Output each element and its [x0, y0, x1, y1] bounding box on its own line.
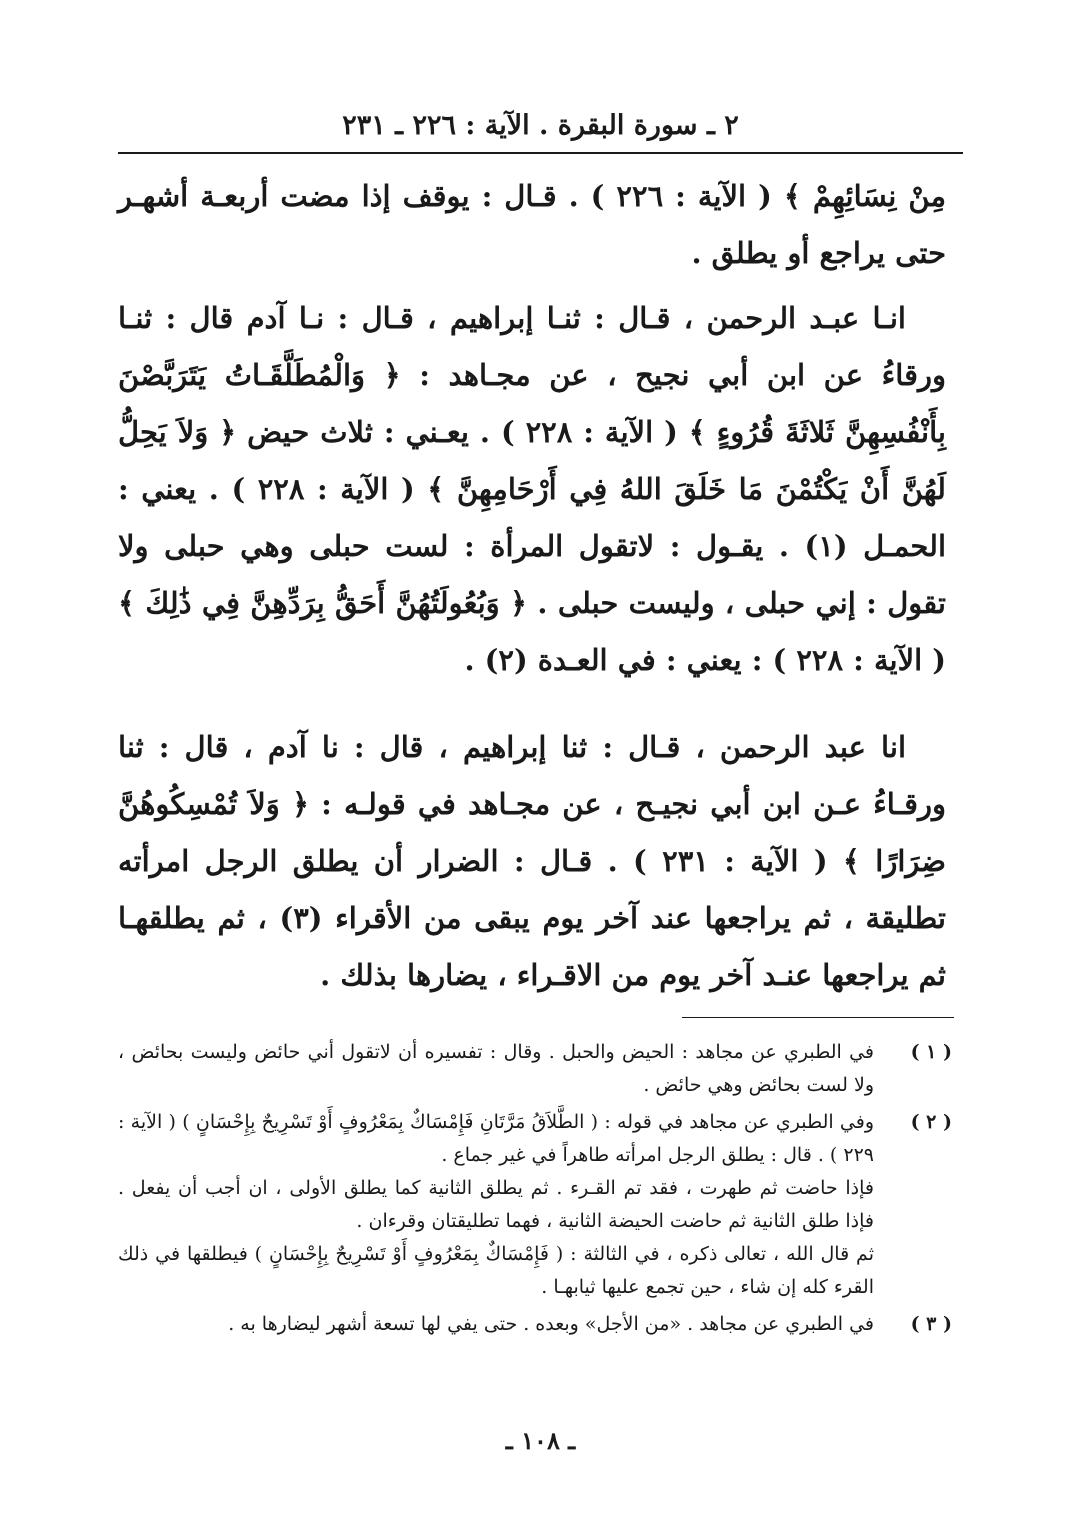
- footnote-line: في الطبري عن مجاهد : الحيض والحبل . وقال : تفسيره أن لاتقول أني حائض وليست بحائض ، ولا لست بحائض وهي حائض .: [118, 1041, 874, 1096]
- footnote-line: وفي الطبري عن مجاهد في قوله : ( الطَّلاَقُ مَرَّتَانِ فَإِمْسَاكٌ بِمَعْرُوفٍ أَوْ تَسْرِيحٌ بِإِحْسَانٍ ) ( الآية : ٢٢٩ ) . قال : يطلق الرجل امرأته طاهراً في غير جماع .: [118, 1111, 874, 1166]
- header-rule: [118, 152, 963, 154]
- footnote-text: [118, 1308, 874, 1341]
- footnote-text: [118, 1036, 874, 1102]
- footnote-number: ( ٣ ): [910, 1313, 952, 1335]
- footnote-text: [118, 1106, 874, 1304]
- main-text: [118, 168, 946, 1004]
- footnote-line: ثم قال الله ، تعالى ذكره ، في الثالثة : ( فَإِمْسَاكٌ بِمَعْرُوفٍ أَوْ تَسْرِيحٌ بِإِحْسَانٍ ) فيطلقها في ذلك القرء كله إن شاء ، حين تجمع عليها ثيابهـا .: [118, 1243, 874, 1298]
- footnote-number: ( ١ ): [910, 1041, 952, 1063]
- footnote-1: [118, 1036, 952, 1102]
- running-head-title: ٢ ـ سورة البقرة . الآية : ٢٢٦ ـ ٢٣١: [342, 110, 739, 141]
- footnote-line: في الطبري عن مجاهد . «من الأجل» وبعده . حتى يفي لها تسعة أشهر ليضارها به .: [228, 1313, 874, 1335]
- page-number: ـ ١٠٨ ـ: [505, 1426, 576, 1455]
- paragraph-3: انا عبد الرحمن ، قـال : ثنا إبراهيم ، قال : نا آدم ، قال : ثنا ورقـاءُ عـن ابن أبي نجيـح ، عن مجـاهد في قولـه : ﴿ وَلاَ تُمْسِكُوهُنَّ ضِرَارًا ﴾ ( الآية : ٢٣١ ) . قـال : الضرار أن يطلق الرجل امرأته تطليقة ، ثم يراجعها عند آخر يوم يبقى من الأقراء (٣) ، ثم يطلقهـا ثم يراجعها عنـد آخر يوم من الاقـراء ، يضارها بذلك .: [118, 730, 947, 992]
- footnote-rule: [682, 1017, 954, 1018]
- footnote-2: [118, 1106, 952, 1304]
- footnote-line: فإذا حاضت ثم طهرت ، فقد تم القـرء . ثم يطلق الثانية كما يطلق الأولى ، ان أجب أن يفعل . فإذا طلق الثانية ثم حاضت الحيضة الثانية ، فهما تطليقتان وقرءان .: [118, 1177, 874, 1232]
- footnote-number: ( ٢ ): [910, 1111, 952, 1133]
- paragraph-2: انـا عبـد الرحمن ، قـال : ثنـا إبراهيم ، قـال : نـا آدم قال : ثنـا ورقاءُ عن ابن أبي نجيح ، عن مجـاهد : ﴿ وَالْمُطَلَّقَـاتُ يَتَرَبَّصْنَ بِأَنْفُسِهِنَّ ثَلاثَةَ قُرُوءٍ ﴾ ( الآية : ٢٢٨ ) . يعـني : ثلاث حيض ﴿ وَلاَ يَحِلُّ لَهُنَّ أَنْ يَكْتُمْنَ مَا خَلَقَ اللهُ فِي أَرْحَامِهِنَّ ﴾ ( الآية : ٢٢٨ ) . يعني : الحمـل (١) . يقـول : لاتقول المرأة : لست حبلى وهي حبلى ولا تقول : إني حبلى ، وليست حبلى . ﴿ وَبُعُولَتُهُنَّ أَحَقُّ بِرَدِّهِنَّ فِي ذَٰلِكَ ﴾ ( الآية : ٢٢٨ ) : يعني : في العـدة (٢) .: [118, 301, 947, 677]
- paragraph-1: مِنْ نِسَائِهِمْ ﴾ ( الآية : ٢٢٦ ) . قـال : يوقف إذا مضت أربعـة أشهـر حتى يراجع أو يطلق .: [118, 179, 946, 270]
- footnote-3: [118, 1308, 952, 1341]
- footnotes: [118, 1036, 952, 1345]
